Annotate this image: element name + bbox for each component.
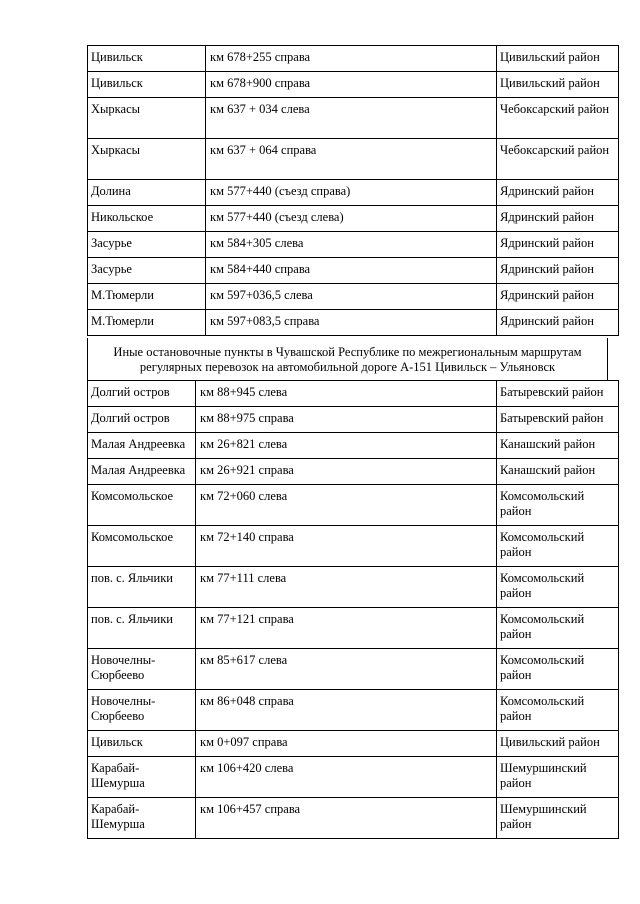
- district-cell: Комсомольский район: [497, 690, 619, 731]
- place-cell: Цивильск: [88, 46, 206, 72]
- table-row: [88, 485, 619, 526]
- place-cell: Хыркасы: [88, 139, 206, 180]
- km-cell: км 72+140 справа: [196, 526, 497, 567]
- district-cell: Комсомольский район: [497, 649, 619, 690]
- km-cell: км 584+440 справа: [206, 258, 497, 284]
- km-cell: км 637 + 034 слева: [206, 98, 497, 139]
- km-cell: км 678+255 справа: [206, 46, 497, 72]
- table-row: [88, 258, 619, 284]
- km-cell: км 584+305 слева: [206, 232, 497, 258]
- km-cell: км 72+060 слева: [196, 485, 497, 526]
- place-cell: Долгий остров: [88, 407, 196, 433]
- district-cell: Чебоксарский район: [497, 98, 619, 139]
- district-cell: Комсомольский район: [497, 567, 619, 608]
- table-row: [88, 98, 619, 139]
- km-cell: км 106+420 слева: [196, 757, 497, 798]
- district-cell: Шемуршинский район: [497, 757, 619, 798]
- place-cell: Долгий остров: [88, 381, 196, 407]
- km-cell: км 577+440 (съезд слева): [206, 206, 497, 232]
- km-cell: км 26+921 справа: [196, 459, 497, 485]
- table-row: [88, 757, 619, 798]
- district-cell: Канашский район: [497, 433, 619, 459]
- km-cell: км 106+457 справа: [196, 798, 497, 839]
- place-cell: Новочелны-Сюрбеево: [88, 690, 196, 731]
- district-cell: Ядринский район: [497, 180, 619, 206]
- km-cell: км 597+083,5 справа: [206, 310, 497, 336]
- table-row: [88, 407, 619, 433]
- km-cell: км 77+121 справа: [196, 608, 497, 649]
- table-row: [88, 608, 619, 649]
- place-cell: М.Тюмерли: [88, 284, 206, 310]
- district-cell: Ядринский район: [497, 284, 619, 310]
- km-cell: км 88+945 слева: [196, 381, 497, 407]
- stops-table-a151-tsivilsk-ulyanovsk: [87, 380, 619, 839]
- place-cell: Засурье: [88, 232, 206, 258]
- table-row: [88, 206, 619, 232]
- km-cell: км 0+097 справа: [196, 731, 497, 757]
- district-cell: Комсомольский район: [497, 485, 619, 526]
- table-row: [88, 232, 619, 258]
- place-cell: Комсомольское: [88, 526, 196, 567]
- table-row: [88, 459, 619, 485]
- km-cell: км 637 + 064 справа: [206, 139, 497, 180]
- km-cell: км 88+975 справа: [196, 407, 497, 433]
- table-row: [88, 180, 619, 206]
- table-row: [88, 381, 619, 407]
- table-row: [88, 690, 619, 731]
- table-row: [88, 649, 619, 690]
- district-cell: Цивильский район: [497, 46, 619, 72]
- district-cell: Батыревский район: [497, 407, 619, 433]
- place-cell: Хыркасы: [88, 98, 206, 139]
- km-cell: км 597+036,5 слева: [206, 284, 497, 310]
- table-row: [88, 798, 619, 839]
- district-cell: Ядринский район: [497, 310, 619, 336]
- place-cell: Цивильск: [88, 731, 196, 757]
- table-row: [88, 139, 619, 180]
- district-cell: Чебоксарский район: [497, 139, 619, 180]
- place-cell: пов. с. Яльчики: [88, 608, 196, 649]
- table-row: [88, 46, 619, 72]
- table-row: [88, 433, 619, 459]
- place-cell: Цивильск: [88, 72, 206, 98]
- km-cell: км 86+048 справа: [196, 690, 497, 731]
- table-row: [88, 72, 619, 98]
- district-cell: Батыревский район: [497, 381, 619, 407]
- table-row: [88, 284, 619, 310]
- km-cell: км 577+440 (съезд справа): [206, 180, 497, 206]
- place-cell: Малая Андреевка: [88, 459, 196, 485]
- km-cell: км 77+111 слева: [196, 567, 497, 608]
- place-cell: пов. с. Яльчики: [88, 567, 196, 608]
- district-cell: Цивильский район: [497, 72, 619, 98]
- district-cell: Цивильский район: [497, 731, 619, 757]
- place-cell: Новочелны-Сюрбеево: [88, 649, 196, 690]
- district-cell: Ядринский район: [497, 232, 619, 258]
- km-cell: км 26+821 слева: [196, 433, 497, 459]
- km-cell: км 678+900 справа: [206, 72, 497, 98]
- district-cell: Ядринский район: [497, 258, 619, 284]
- table-row: [88, 567, 619, 608]
- table-row: [88, 731, 619, 757]
- km-cell: км 85+617 слева: [196, 649, 497, 690]
- district-cell: Канашский район: [497, 459, 619, 485]
- place-cell: Долина: [88, 180, 206, 206]
- district-cell: Шемуршинский район: [497, 798, 619, 839]
- place-cell: Никольское: [88, 206, 206, 232]
- place-cell: Карабай-Шемурша: [88, 757, 196, 798]
- district-cell: Комсомольский район: [497, 608, 619, 649]
- table-row: [88, 310, 619, 336]
- place-cell: М.Тюмерли: [88, 310, 206, 336]
- section-heading: Иные остановочные пункты в Чувашской Республике по межрегиональным маршрутам регулярных перевозок на автомобильной дороге А-151 Цивильск – Ульяновск: [87, 338, 608, 380]
- place-cell: Карабай-Шемурша: [88, 798, 196, 839]
- place-cell: Малая Андреевка: [88, 433, 196, 459]
- stops-table-tsivilsk-cheboksary-yadrin: [87, 45, 619, 336]
- district-cell: Комсомольский район: [497, 526, 619, 567]
- place-cell: Комсомольское: [88, 485, 196, 526]
- place-cell: Засурье: [88, 258, 206, 284]
- district-cell: Ядринский район: [497, 206, 619, 232]
- table-row: [88, 526, 619, 567]
